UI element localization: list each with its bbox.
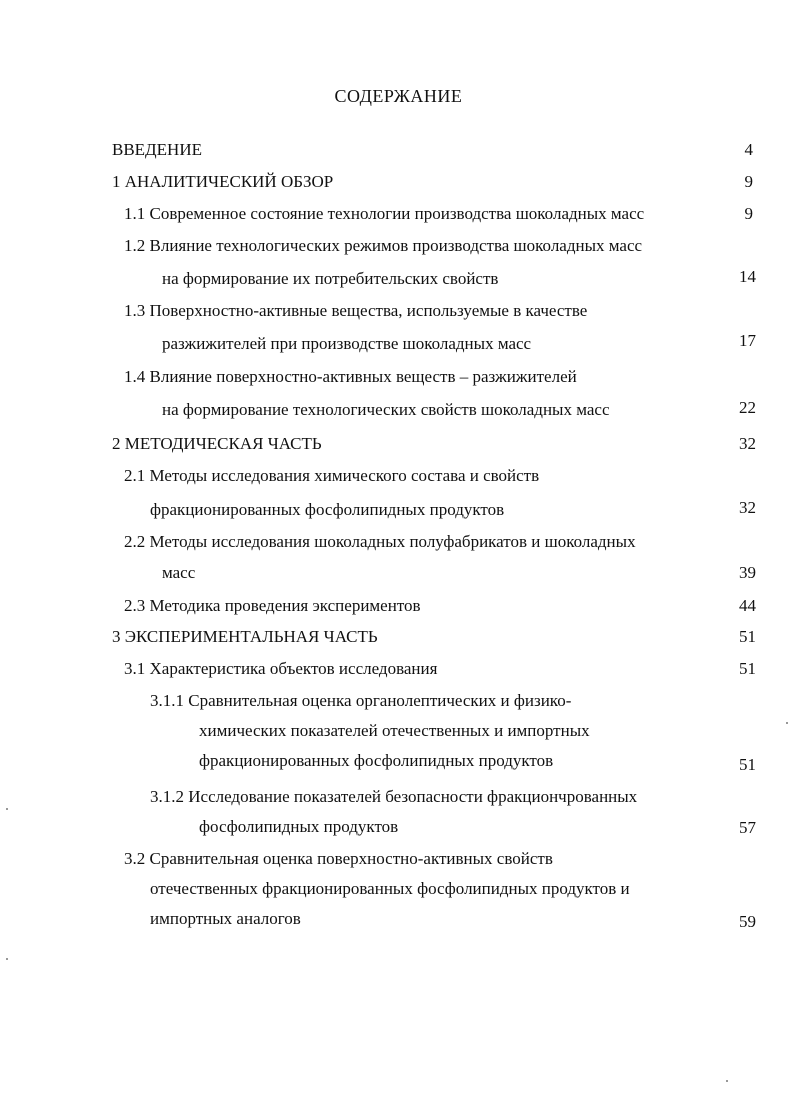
toc-entry-text: импортных аналогов	[150, 909, 301, 928]
toc-page-number: 51	[739, 755, 756, 774]
toc-entry-text: 3 ЭКСПЕРИМЕНТАЛЬНАЯ ЧАСТЬ	[112, 627, 378, 646]
toc-entry-text: 2 МЕТОДИЧЕСКАЯ ЧАСТЬ	[112, 434, 322, 453]
scan-speck	[6, 958, 8, 960]
toc-entry-text: 1.1 Современное состояние технологии производства шоколадных масс	[124, 204, 645, 223]
scan-speck	[6, 808, 8, 810]
toc-entry-text: 2.3 Методика проведения экспериментов	[124, 596, 421, 615]
toc-entry-text: 2.2 Методы исследования шоколадных полуфабрикатов и шоколадных	[124, 532, 636, 551]
page-title: СОДЕРЖАНИЕ	[334, 86, 463, 106]
toc-entry-text: 3.1 Характеристика объектов исследования	[124, 659, 438, 678]
toc-page-number: 22	[739, 398, 756, 417]
toc-entry-text: масс	[162, 563, 196, 582]
toc-entry-text: 3.2 Сравнительная оценка поверхностно-активных свойств	[124, 849, 553, 868]
toc-entry-text: фосфолипидных продуктов	[199, 817, 399, 836]
scan-speck	[726, 1080, 728, 1082]
toc-entry-text: ВВЕДЕНИЕ	[112, 140, 202, 159]
toc-page-number: 4	[744, 140, 753, 159]
toc-entry-text: разжижителей при производстве шоколадных масс	[162, 334, 532, 353]
toc-entry-text: 1.3 Поверхностно-активные вещества, используемые в качестве	[124, 301, 588, 320]
toc-page-number: 32	[739, 434, 756, 453]
toc-entry-text: отечественных фракционированных фосфолипидных продуктов и	[150, 879, 630, 898]
toc-entry-text: 3.1.2 Исследование показателей безопасности фракциончрованных	[150, 787, 638, 806]
toc-entry-text: на формирование их потребительских свойств	[162, 269, 499, 288]
toc-page-number: 9	[744, 204, 753, 223]
toc-entry-text: 1 АНАЛИТИЧЕСКИЙ ОБЗОР	[112, 172, 334, 191]
toc-page-number: 39	[739, 563, 756, 582]
toc-entry-text: на формирование технологических свойств шоколадных масс	[162, 400, 610, 419]
toc-entry-text: 2.1 Методы исследования химического состава и свойств	[124, 466, 540, 485]
scan-speck	[786, 722, 788, 724]
toc-page-number: 57	[739, 818, 756, 837]
toc-entry-text: 1.2 Влияние технологических режимов производства шоколадных масс	[124, 236, 643, 255]
toc-entry-text: фракционированных фосфолипидных продуктов	[150, 500, 505, 519]
toc-page-number: 51	[739, 659, 756, 678]
toc-page-number: 59	[739, 912, 756, 931]
toc-page-number: 9	[744, 172, 753, 191]
toc-page-number: 14	[739, 267, 756, 286]
toc-entry-text: фракционированных фосфолипидных продуктов	[199, 751, 554, 770]
toc-page-number: 51	[739, 627, 756, 646]
toc-page-number: 44	[739, 596, 756, 615]
toc-entry-text: химических показателей отечественных и импортных	[199, 721, 590, 740]
toc-entry-text: 1.4 Влияние поверхностно-активных веществ – разжижителей	[124, 367, 577, 386]
toc-entry-text: 3.1.1 Сравнительная оценка органолептических и физико-	[150, 691, 572, 710]
toc-page-number: 32	[739, 498, 756, 517]
toc-page-number: 17	[739, 331, 756, 350]
